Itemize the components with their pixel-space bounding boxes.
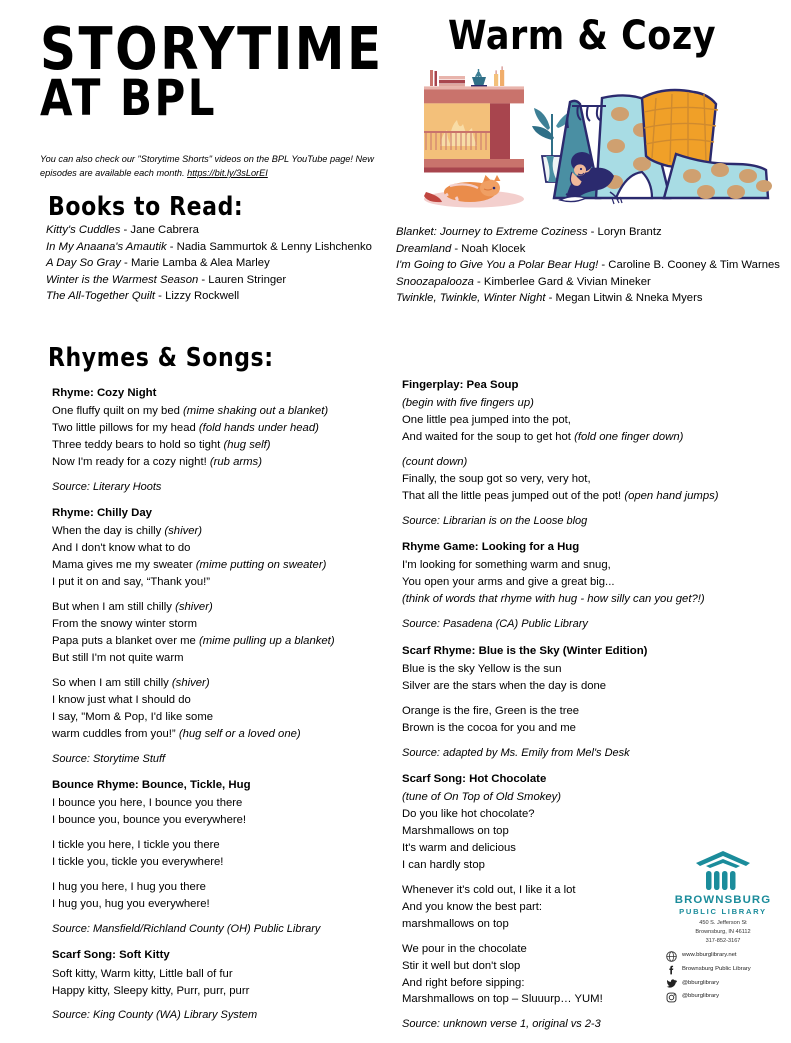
- rhyme-line-action: (hug self): [223, 438, 271, 451]
- book-author: - Lizzy Rockwell: [155, 290, 240, 303]
- rhyme-line-text: I tickle you here, I tickle you there: [52, 839, 220, 852]
- rhyme-line-text: I'm looking for something warm and snug,: [402, 559, 611, 572]
- rhyme-line: [52, 523, 390, 540]
- book-entry: [46, 255, 386, 272]
- rhyme-stanza: [52, 523, 390, 591]
- rhyme-line-action: (tune of On Top of Old Smokey): [402, 791, 562, 804]
- rhyme-block: [402, 377, 788, 529]
- rhyme-line: [52, 633, 390, 650]
- rhyme-line-action: (rub arms): [209, 455, 262, 468]
- rhyme-line: [402, 678, 788, 695]
- book-title: A Day So Gray: [46, 257, 121, 270]
- book-entry: [46, 239, 386, 256]
- rhyme-line: [52, 403, 390, 420]
- rhyme-line-text: But when I am still chilly: [52, 601, 176, 614]
- rhyme-line: [402, 720, 788, 737]
- rhyme-line-text: Stir it well but don't slop: [402, 959, 521, 972]
- rhyme-line-text: I bounce you, bounce you everywhere!: [52, 814, 247, 827]
- library-building-icon: [694, 850, 752, 892]
- rhyme-line-text: Marshmallows on top – Sluuurp… YUM!: [402, 993, 603, 1006]
- rhyme-stanza: [402, 703, 788, 737]
- book-title: I'm Going to Give You a Polar Bear Hug!: [396, 259, 599, 272]
- rhyme-line-text: Soft kitty, Warm kitty, Little ball of fur: [52, 967, 233, 980]
- rhyme-stanza: [52, 966, 390, 1000]
- rhyme-line-text: When the day is chilly: [52, 525, 165, 538]
- rhyme-line-text: And you know the best part:: [402, 900, 543, 913]
- rhyme-source: Source: Pasadena (CA) Public Library: [402, 618, 588, 631]
- social-link-row[interactable]: [666, 951, 786, 962]
- rhyme-source: Source: adapted by Ms. Emily from Mel's Desk: [402, 746, 630, 759]
- rhyme-line: [402, 574, 788, 591]
- book-title: Twinkle, Twinkle, Winter Night: [396, 292, 546, 305]
- rhyme-line: [52, 454, 390, 471]
- instagram-icon: [666, 992, 677, 1003]
- rhyme-line-action: (mime putting on sweater): [195, 559, 327, 572]
- rhyme-line-text: From the snowy winter storm: [52, 618, 198, 631]
- book-entry: [46, 272, 386, 289]
- book-title: In My Anaana's Amautik: [46, 240, 167, 253]
- rhyme-line-text: Brown is the cocoa for you and me: [402, 721, 576, 734]
- book-title: Blanket: Journey to Extreme Coziness: [396, 226, 588, 238]
- rhyme-line-text: And right before sipping:: [402, 976, 525, 989]
- rhyme-line-action: (mime shaking out a blanket): [183, 405, 329, 418]
- rhyme-line: [402, 412, 788, 429]
- rhyme-source: Source: unknown verse 1, original vs 2-3: [402, 1018, 601, 1031]
- rhyme-line: [402, 429, 788, 446]
- rhyme-stanza: [52, 599, 390, 667]
- social-links: [660, 951, 786, 1003]
- rhyme-line-action: (count down): [402, 455, 468, 468]
- rhyme-stanza: [402, 454, 788, 505]
- book-title: Kitty's Cuddles: [46, 224, 121, 236]
- rhyme-heading: Rhyme: Chilly Day: [52, 507, 153, 520]
- rhyme-line-action: (open hand jumps): [624, 489, 719, 502]
- rhyme-line-text: Finally, the soup got so very, very hot,: [402, 472, 591, 485]
- rhyme-block: [402, 539, 788, 632]
- rhyme-source: Source: Storytime Stuff: [52, 752, 166, 765]
- rhyme-line-text: Do you like hot chocolate?: [402, 808, 535, 821]
- rhyme-line: [52, 983, 390, 1000]
- rhyme-line-text: marshmallows on top: [402, 917, 509, 930]
- rhyme-line-text: And waited for the soup to get hot: [402, 430, 575, 443]
- rhyme-block: [402, 643, 788, 761]
- youtube-note: [40, 153, 378, 181]
- rhyme-line-action: (think of words that rhyme with hug - how silly can you get?!): [402, 593, 705, 606]
- books-list-left: [46, 222, 386, 305]
- rhyme-line: [52, 709, 390, 726]
- rhyme-line-text: But still I'm not quite warm: [52, 652, 184, 665]
- rhyme-line-text: I know just what I should do: [52, 693, 191, 706]
- rhyme-line-text: I put it on and say, “Thank you!”: [52, 576, 211, 589]
- rhyme-line-text: I can hardly stop: [402, 858, 485, 871]
- book-entry: [396, 224, 786, 241]
- rhyme-stanza: [402, 557, 788, 608]
- rhyme-line-text: One little pea jumped into the pot,: [402, 414, 571, 427]
- book-entry: [396, 241, 786, 258]
- library-subtitle: PUBLIC LIBRARY: [679, 907, 767, 916]
- rhyme-heading: Fingerplay: Pea Soup: [402, 379, 519, 391]
- book-author: - Caroline B. Cooney & Tim Warnes: [598, 259, 780, 272]
- rhyme-source: Source: Librarian is on the Loose blog: [402, 514, 588, 527]
- book-author: - Jane Cabrera: [120, 224, 199, 236]
- rhyme-line-action: (shiver): [164, 525, 203, 538]
- rhyme-line: [52, 675, 390, 692]
- rhyme-line-text: We pour in the chocolate: [402, 942, 527, 955]
- page-title-line2: AT BPL: [40, 69, 218, 128]
- youtube-link[interactable]: https://bit.ly/3sLorEI: [187, 167, 268, 178]
- address-line-2: Brownsburg, IN 46112: [695, 928, 751, 935]
- library-logo-block: [660, 850, 786, 1005]
- rhyme-source: Source: Mansfield/Richland County (OH) Public Library: [52, 922, 321, 935]
- book-author: - Marie Lamba & Alea Marley: [120, 257, 270, 270]
- rhyme-line-text: Whenever it's cold out, I like it a lot: [402, 883, 576, 896]
- rhyme-line: [402, 471, 788, 488]
- rhyme-line-text: Silver are the stars when the day is done: [402, 679, 607, 692]
- rhyme-line-text: Mama gives me my sweater: [52, 559, 196, 572]
- book-entry: [46, 288, 386, 305]
- social-link-row[interactable]: [666, 978, 786, 989]
- rhyme-stanza: [52, 675, 390, 743]
- rhyme-line-text: I hug you, hug you everywhere!: [52, 898, 210, 911]
- rhyme-source: Source: King County (WA) Library System: [52, 1009, 258, 1022]
- rhyme-line: [52, 854, 390, 871]
- rhyme-line-text: Blue is the sky Yellow is the sun: [402, 662, 562, 675]
- rhymes-and-songs-heading: Rhymes & Songs:: [48, 344, 274, 373]
- social-link-text: Brownsburg Public Library: [682, 965, 751, 972]
- page-title-line1: STORYTIME: [40, 14, 384, 84]
- rhyme-line: [52, 692, 390, 709]
- rhyme-line: [52, 795, 390, 812]
- social-link-text: www.bburglibrary.net: [682, 952, 737, 959]
- rhyme-line: [52, 726, 390, 743]
- page-title: [40, 14, 390, 128]
- rhyme-heading: Scarf Song: Soft Kitty: [52, 949, 170, 962]
- rhyme-line: [52, 599, 390, 616]
- rhyme-stanza: [52, 837, 390, 871]
- rhyme-stanza: [402, 661, 788, 695]
- phone-number: 317-852-3167: [705, 937, 741, 944]
- rhyme-line: [402, 557, 788, 574]
- rhyme-line: [402, 823, 788, 840]
- rhyme-stanza: [52, 879, 390, 913]
- book-title: Snoozapalooza: [396, 275, 474, 288]
- rhyme-line: [52, 616, 390, 633]
- twitter-icon: [666, 978, 677, 989]
- rhyme-line-action: (fold hands under head): [198, 422, 319, 435]
- rhyme-heading: Rhyme: Cozy Night: [52, 387, 157, 399]
- rhyme-source: Source: Literary Hoots: [52, 480, 162, 493]
- rhyme-heading: Rhyme Game: Looking for a Hug: [402, 541, 580, 554]
- social-link-text: @bburglibrary: [682, 993, 720, 1000]
- social-link-text: @bburglibrary: [682, 979, 720, 986]
- rhyme-stanza: [52, 795, 390, 829]
- theme-title: Warm & Cozy: [448, 13, 717, 60]
- rhyme-line: [52, 966, 390, 983]
- rhyme-line: [52, 437, 390, 454]
- rhyme-line: [52, 557, 390, 574]
- rhyme-line: [402, 661, 788, 678]
- book-author: - Loryn Brantz: [587, 226, 662, 238]
- rhyme-line: [52, 896, 390, 913]
- facebook-icon: [666, 964, 677, 975]
- rhyme-line: [402, 703, 788, 720]
- book-author: - Noah Klocek: [451, 242, 526, 255]
- rhyme-line: [52, 650, 390, 667]
- book-entry: [396, 290, 786, 307]
- rhyme-line-action: (shiver): [171, 676, 210, 689]
- rhyme-line-text: Papa puts a blanket over me: [52, 635, 199, 648]
- cozy-blanket-fort-illustration: [420, 58, 788, 208]
- rhyme-line-text: Now I'm ready for a cozy night!: [52, 455, 210, 468]
- rhyme-line-text: Three teddy bears to hold so tight: [52, 438, 224, 451]
- books-list-right: [396, 224, 786, 307]
- rhyme-stanza: [402, 395, 788, 446]
- book-title: The All-Together Quilt: [46, 290, 156, 303]
- rhyme-line: [52, 540, 390, 557]
- rhyme-line: [52, 574, 390, 591]
- youtube-note-text: You can also check our "Storytime Shorts" videos on the BPL YouTube page! New episodes are available each month.: [40, 154, 374, 178]
- rhyme-line-text: I say, "Mom & Pop, I'd like some: [52, 710, 214, 723]
- rhyme-line-text: Happy kitty, Sleepy kitty, Purr, purr, purr: [52, 984, 250, 997]
- library-name: BROWNSBURG: [674, 894, 772, 906]
- rhyme-line-text: One fluffy quilt on my bed: [52, 405, 184, 418]
- rhyme-line-text: And I don't know what to do: [52, 542, 191, 555]
- address-line-1: 450 S. Jefferson St: [699, 920, 747, 926]
- rhyme-line-text: Orange is the fire, Green is the tree: [402, 704, 580, 717]
- library-address: [660, 919, 786, 946]
- book-title: Winter is the Warmest Season: [46, 273, 199, 286]
- rhyme-line-text: So when I am still chilly: [52, 676, 172, 689]
- social-link-row[interactable]: [666, 964, 786, 975]
- book-entry: [396, 274, 786, 291]
- rhyme-heading: Bounce Rhyme: Bounce, Tickle, Hug: [52, 779, 251, 792]
- rhyme-block: [52, 777, 390, 937]
- rhyme-block: [52, 385, 390, 495]
- rhyme-heading: Scarf Song: Hot Chocolate: [402, 773, 547, 786]
- rhyme-line: [52, 812, 390, 829]
- globe-icon: [666, 951, 677, 962]
- rhyme-line: [52, 420, 390, 437]
- book-author: - Megan Litwin & Nneka Myers: [545, 292, 703, 305]
- rhyme-line-text: It's warm and delicious: [402, 841, 516, 854]
- rhyme-line-action: (fold one finger down): [574, 430, 684, 443]
- book-author: - Lauren Stringer: [198, 273, 287, 286]
- book-entry: [396, 257, 786, 274]
- rhyme-line-text: I bounce you here, I bounce you there: [52, 797, 243, 810]
- rhyme-line-text: I hug you here, I hug you there: [52, 881, 206, 894]
- book-author: - Nadia Sammurtok & Lenny Lishchenko: [166, 240, 372, 253]
- rhyme-line-text: I tickle you, tickle you everywhere!: [52, 856, 224, 869]
- rhyme-line-text: That all the little peas jumped out of the pot!: [402, 489, 625, 502]
- rhyme-line: [402, 806, 788, 823]
- social-link-row[interactable]: [666, 992, 786, 1003]
- rhyme-line: [52, 837, 390, 854]
- book-entry: [46, 222, 386, 239]
- book-title: Dreamland: [396, 242, 452, 255]
- rhymes-column-left: [52, 385, 390, 1034]
- rhyme-line-text: Marshmallows on top: [402, 825, 509, 837]
- book-author: - Kimberlee Gard & Vivian Mineker: [473, 275, 651, 288]
- rhyme-block: [52, 947, 390, 1023]
- rhyme-line-action: (shiver): [175, 601, 213, 614]
- rhyme-heading: Scarf Rhyme: Blue is the Sky (Winter Edition): [402, 644, 648, 657]
- rhyme-line: [52, 879, 390, 896]
- rhyme-stanza: [52, 403, 390, 471]
- rhyme-line-text: You open your arms and give a great big...: [402, 576, 615, 589]
- rhyme-line-action: (hug self or a loved one): [178, 727, 301, 740]
- rhyme-line: [402, 488, 788, 505]
- rhyme-line-text: Two little pillows for my head: [52, 422, 199, 435]
- rhyme-block: [52, 505, 390, 767]
- rhyme-line-action: (begin with five fingers up): [402, 397, 534, 410]
- rhyme-line-action: (mime pulling up a blanket): [198, 635, 335, 648]
- books-to-read-heading: Books to Read:: [48, 193, 244, 222]
- rhyme-line-text: warm cuddles from you!”: [52, 727, 179, 740]
